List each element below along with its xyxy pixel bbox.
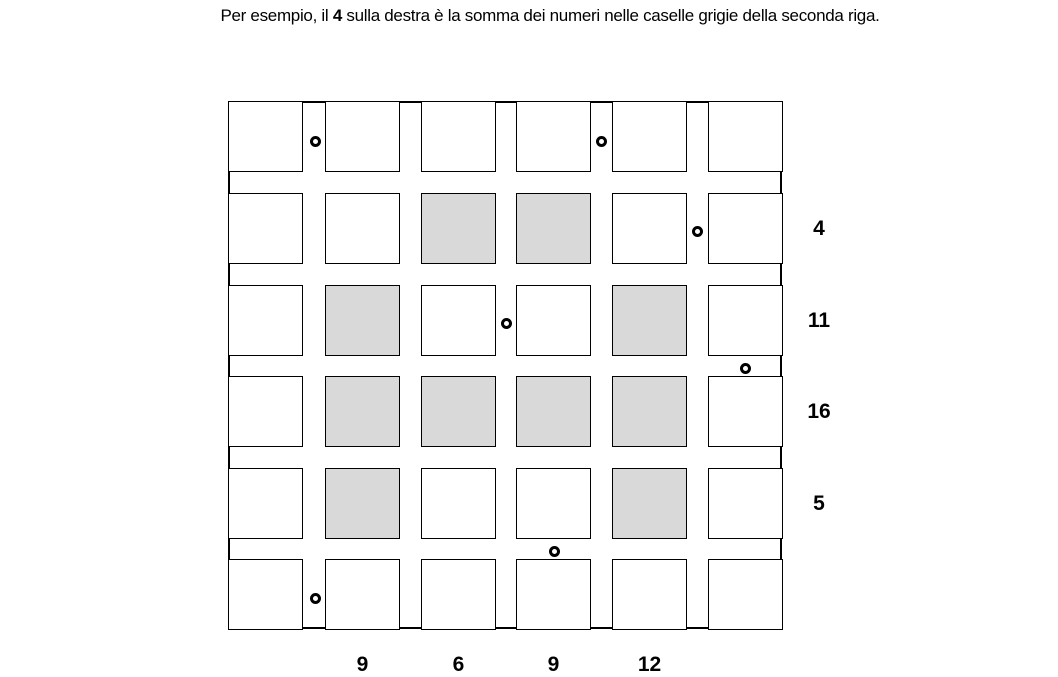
grid-cell-r3-c2-gray (325, 285, 400, 356)
grid-cell-r3-c5-gray (612, 285, 687, 356)
grid-cell-r5-c2-gray (325, 468, 400, 539)
grid-cell-r2-c6 (708, 193, 783, 264)
grid-cell-r6-c3 (421, 559, 496, 630)
column-sum-label: 6 (452, 653, 465, 676)
row-sum-label: 4 (813, 216, 825, 240)
grid-cell-r4-c6 (708, 376, 783, 447)
grid-cell-r4-c4-gray (516, 376, 591, 447)
column-sum-label: 9 (547, 653, 560, 676)
row-sum-label: 11 (807, 308, 831, 332)
grid-cell-r6-c2 (325, 559, 400, 630)
grid-cell-r5-c3 (421, 468, 496, 539)
grid-cell-r5-c4 (516, 468, 591, 539)
grid-cell-r3-c4 (516, 285, 591, 356)
instruction-after: sulla destra è la somma dei numeri nelle caselle grigie della seconda riga. (341, 6, 880, 25)
grid-cell-r1-c3 (421, 101, 496, 172)
grid-cell-r1-c4 (516, 101, 591, 172)
circle-marker-icon (310, 593, 321, 604)
instruction-before: Per esempio, il (220, 6, 333, 25)
row-sum-label: 16 (807, 399, 831, 423)
grid-cell-r2-c3-gray (421, 193, 496, 264)
instruction-text (0, 5, 1058, 27)
grid-cell-r3-c1 (228, 285, 303, 356)
grid-cell-r5-c5-gray (612, 468, 687, 539)
grid-cell-r6-c1 (228, 559, 303, 630)
grid-cell-r4-c2-gray (325, 376, 400, 447)
grid-cell-r3-c6 (708, 285, 783, 356)
grid-cell-r5-c6 (708, 468, 783, 539)
circle-marker-icon (549, 546, 560, 557)
grid-cell-r4-c5-gray (612, 376, 687, 447)
grid-cell-r6-c5 (612, 559, 687, 630)
circle-marker-icon (501, 318, 512, 329)
grid-cell-r2-c1 (228, 193, 303, 264)
grid-cell-r3-c3 (421, 285, 496, 356)
grid-cell-r1-c1 (228, 101, 303, 172)
grid-cell-r1-c5 (612, 101, 687, 172)
grid-cell-r1-c2 (325, 101, 400, 172)
grid-cell-r4-c1 (228, 376, 303, 447)
grid-cell-r2-c5 (612, 193, 687, 264)
grid-cell-r6-c6 (708, 559, 783, 630)
grid-cell-r5-c1 (228, 468, 303, 539)
grid-cell-r1-c6 (708, 101, 783, 172)
circle-marker-icon (692, 226, 703, 237)
circle-marker-icon (596, 136, 607, 147)
grid-cell-r6-c4 (516, 559, 591, 630)
instruction-highlight: 4 (332, 6, 342, 25)
circle-marker-icon (310, 136, 321, 147)
grid-cell-r2-c4-gray (516, 193, 591, 264)
puzzle-grid-frame (228, 101, 782, 629)
row-sum-label: 5 (813, 491, 825, 515)
column-sum-label: 9 (356, 653, 369, 676)
grid-cell-r4-c3-gray (421, 376, 496, 447)
grid-cell-r2-c2 (325, 193, 400, 264)
column-sum-label: 12 (637, 653, 662, 676)
circle-marker-icon (740, 363, 751, 374)
